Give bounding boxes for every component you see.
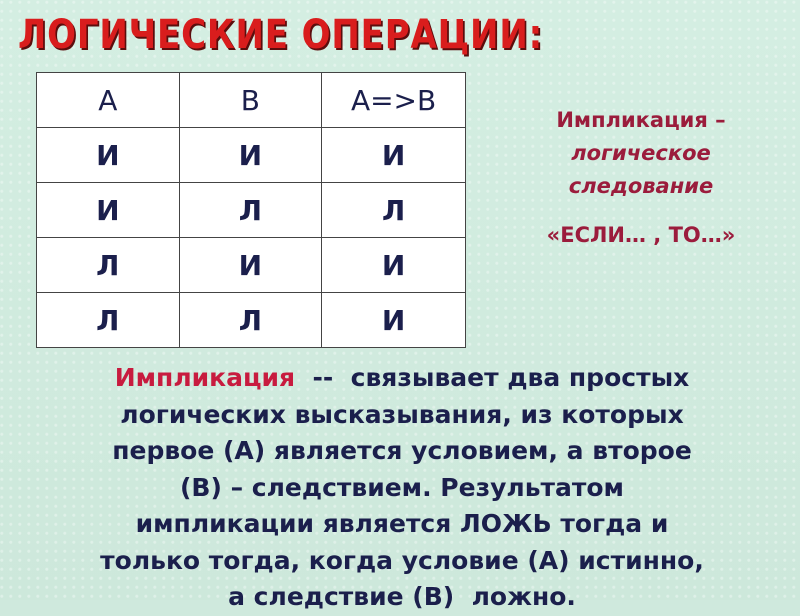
table-cell: И	[37, 183, 180, 238]
table-cell: Л	[322, 183, 466, 238]
table-cell: И	[179, 238, 322, 293]
side-note-term: Импликация –	[556, 108, 726, 132]
description-line: импликации является ЛОЖЬ тогда и	[135, 509, 669, 538]
table-row	[37, 128, 466, 183]
table-row	[37, 183, 466, 238]
side-note-definition-line2: следование	[568, 174, 714, 198]
description-line: только тогда, когда условие (А) истинно,	[100, 545, 704, 575]
table-cell: Л	[179, 183, 322, 238]
header-a: A	[37, 73, 180, 128]
table-cell: И	[322, 293, 466, 348]
table-cell: Л	[179, 293, 322, 348]
table-header-row	[37, 73, 466, 128]
side-note-definition-line1: логическое	[571, 141, 711, 165]
header-implication: A=>B	[322, 73, 466, 128]
table-row	[37, 293, 466, 348]
header-b: B	[179, 73, 322, 128]
description-term: Импликация	[114, 363, 296, 392]
description-line: а следствие (В) ложно.	[228, 582, 576, 611]
table-cell: Л	[37, 238, 180, 293]
description-line: первое (А) является условием, а второе	[112, 436, 692, 465]
truth-table	[36, 72, 466, 348]
table-cell: И	[37, 128, 180, 183]
side-note	[496, 104, 786, 252]
slide-title: ЛОГИЧЕСКИЕ ОПЕРАЦИИ:	[18, 12, 544, 58]
description-line: -- связывает два простых	[295, 363, 690, 392]
table-cell: И	[322, 128, 466, 183]
description-paragraph	[22, 360, 782, 616]
table-cell: И	[179, 128, 322, 183]
table-cell: И	[322, 238, 466, 293]
table-row	[37, 238, 466, 293]
if-then-phrase: «ЕСЛИ… , ТО…»	[546, 223, 736, 247]
description-line: (В) – следствием. Результатом	[179, 472, 624, 502]
description-line: логических высказывания, из которых	[120, 399, 684, 429]
table-cell: Л	[37, 293, 180, 348]
